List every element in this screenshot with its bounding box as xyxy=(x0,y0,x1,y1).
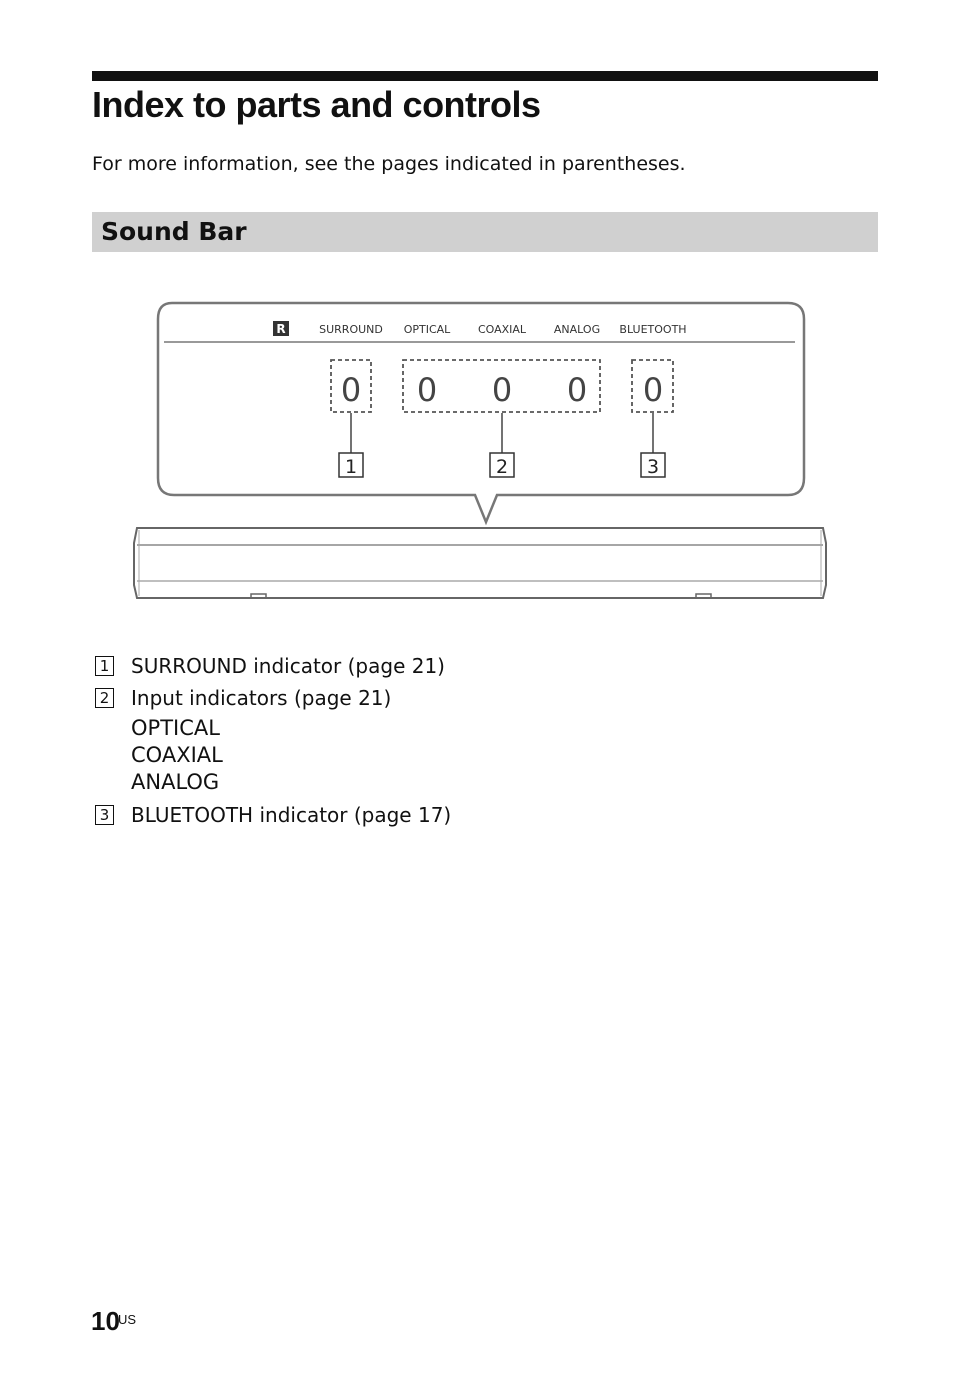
indicator-coaxial: 0 xyxy=(491,371,513,409)
legend-number-2: 2 xyxy=(95,688,114,708)
legend-subitem-optical: OPTICAL xyxy=(131,716,220,740)
r-symbol-letter: R xyxy=(276,322,286,336)
legend-text-2: Input indicators (page 21) xyxy=(131,686,392,710)
callout-number-1: 1 xyxy=(344,456,358,478)
legend-text-3: BLUETOOTH indicator (page 17) xyxy=(131,803,452,827)
indicator-surround: 0 xyxy=(340,371,362,409)
label-surround: SURROUND xyxy=(319,323,383,336)
sound-bar-body xyxy=(134,528,826,599)
indicator-analog: 0 xyxy=(566,371,588,409)
legend-number-3: 3 xyxy=(95,805,114,825)
label-coaxial: COAXIAL xyxy=(477,323,527,336)
legend-number-1: 1 xyxy=(95,656,114,676)
legend-subitem-coaxial: COAXIAL xyxy=(131,743,223,767)
callout-number-3: 3 xyxy=(646,456,660,478)
label-analog: ANALOG xyxy=(553,323,601,336)
legend-text-1: SURROUND indicator (page 21) xyxy=(131,654,445,678)
sound-bar-diagram xyxy=(120,290,832,610)
page-title: Index to parts and controls xyxy=(92,84,541,125)
page-region-suffix: US xyxy=(118,1312,137,1327)
label-optical: OPTICAL xyxy=(403,323,451,336)
top-rule xyxy=(92,71,878,81)
intro-text: For more information, see the pages indicated in parentheses. xyxy=(92,153,686,175)
section-header xyxy=(92,212,878,252)
indicator-optical: 0 xyxy=(416,371,438,409)
indicator-bluetooth: 0 xyxy=(642,371,664,409)
label-bluetooth: BLUETOOTH xyxy=(619,323,687,336)
page-number: 10 xyxy=(91,1306,120,1336)
callout-number-2: 2 xyxy=(495,456,509,478)
legend-subitem-analog: ANALOG xyxy=(131,770,220,794)
section-title: Sound Bar xyxy=(101,217,247,246)
